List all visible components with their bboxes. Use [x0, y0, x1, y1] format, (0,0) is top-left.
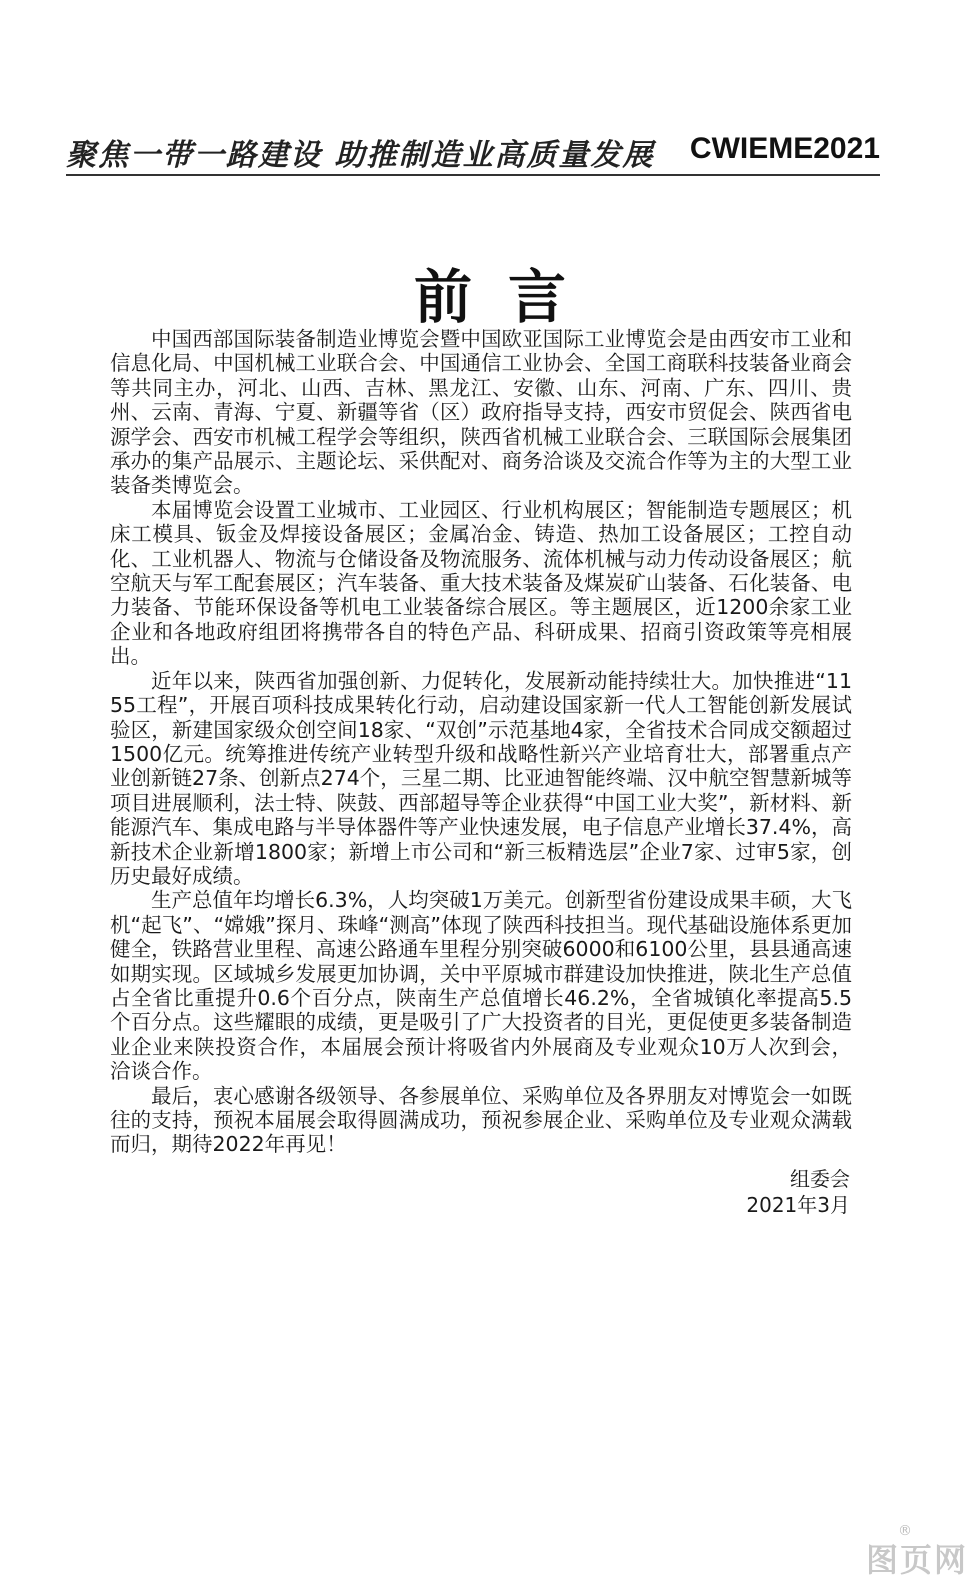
paragraph: 生产总值年均增长6.3%，人均突破1万美元。创新型省份建设成果丰硕，大飞机“起飞”、“嫦娥”探月、珠峰“测高”体现了陕西科技担当。现代基础设施体系更加健全，铁路营业里程、高速公路通车里程分别突破6000和6100公里，县县通高速如期实现。区域城乡发展更加协调，关中平原城市群建设加快推进，陕北生产总值占全省比重提升0.6个百分点，陕南生产总值增长46.2%，全省城镇化率提高5.5个百分点。这些耀眼的成绩，更是吸引了广大投资者的目光，更促使更多装备制造业企业来陕投资合作，本届展会预计将吸省内外展商及专业观众10万人次到会，洽谈合作。 [110, 888, 852, 1084]
signature-date: 2021年3月 [746, 1193, 850, 1217]
watermark-logo: 图页网 [865, 1541, 968, 1579]
page-title: 前言 [413, 263, 602, 331]
signature-block [746, 1166, 850, 1218]
paragraph: 中国西部国际装备制造业博览会暨中国欧亚国际工业博览会是由西安市工业和信息化局、中国机械工业联合会、中国通信工业协会、全国工商联科技装备业商会等共同主办，河北、山西、吉林、黑龙江、安徽、山东、河南、广东、四川、贵州、云南、青海、宁夏、新疆等省（区）政府指导支持，西安市贸促会、陕西省电源学会、西安市机械工程学会等组织，陕西省机械工业联合会、三联国际会展集团承办的集产品展示、主题论坛、采供配对、商务洽谈及交流合作等为主的大型工业装备类博览会。 [110, 327, 852, 498]
header-brand: CWIEME2021 [689, 132, 880, 165]
signature-organizer: 组委会 [790, 1167, 850, 1191]
document-body [110, 327, 852, 1157]
page-header [66, 128, 880, 176]
registered-mark: ® [898, 1523, 912, 1539]
paragraph: 近年以来，陕西省加强创新、力促转化，发展新动能持续壮大。加快推进“1155工程”，开展百项科技成果转化行动，启动建设国家新一代人工智能创新发展试验区，新建国家级众创空间18家、“双创”示范基地4家，全省技术合同成交额超过1500亿元。统筹推进传统产业转型升级和战略性新兴产业培育壮大，部署重点产业创新链27条、创新点274个，三星二期、比亚迪智能终端、汉中航空智慧新城等项目进展顺利，法士特、陕鼓、西部超导等企业获得“中国工业大奖”，新材料、新能源汽车、集成电路与半导体器件等产业快速发展，电子信息产业增长37.4%，高新技术企业新增1800家；新增上市公司和“新三板精选层”企业7家、过审5家，创历史最好成绩。 [110, 668, 852, 888]
header-slogan: 聚焦一带一路建设 助推制造业高质量发展 [66, 138, 655, 173]
paragraph: 本届博览会设置工业城市、工业园区、行业机构展区；智能制造专题展区；机床工模具、钣金及焊接设备展区；金属冶金、铸造、热加工设备展区；工控自动化、工业机器人、物流与仓储设备及物流服务、流体机械与动力传动设备展区；航空航天与军工配套展区；汽车装备、重大技术装备及煤炭矿山装备、石化装备、电力装备、节能环保设备等机电工业装备综合展区。等主题展区，近1200余家工业企业和各地政府组团将携带各自的特色产品、科研成果、招商引资政策等亮相展出。 [110, 497, 852, 669]
paragraph: 最后，衷心感谢各级领导、各参展单位、采购单位及各界朋友对博览会一如既往的支持，预祝本届展会取得圆满成功，预祝参展企业、采购单位及专业观众满载而归，期待2022年再见！ [110, 1083, 852, 1157]
